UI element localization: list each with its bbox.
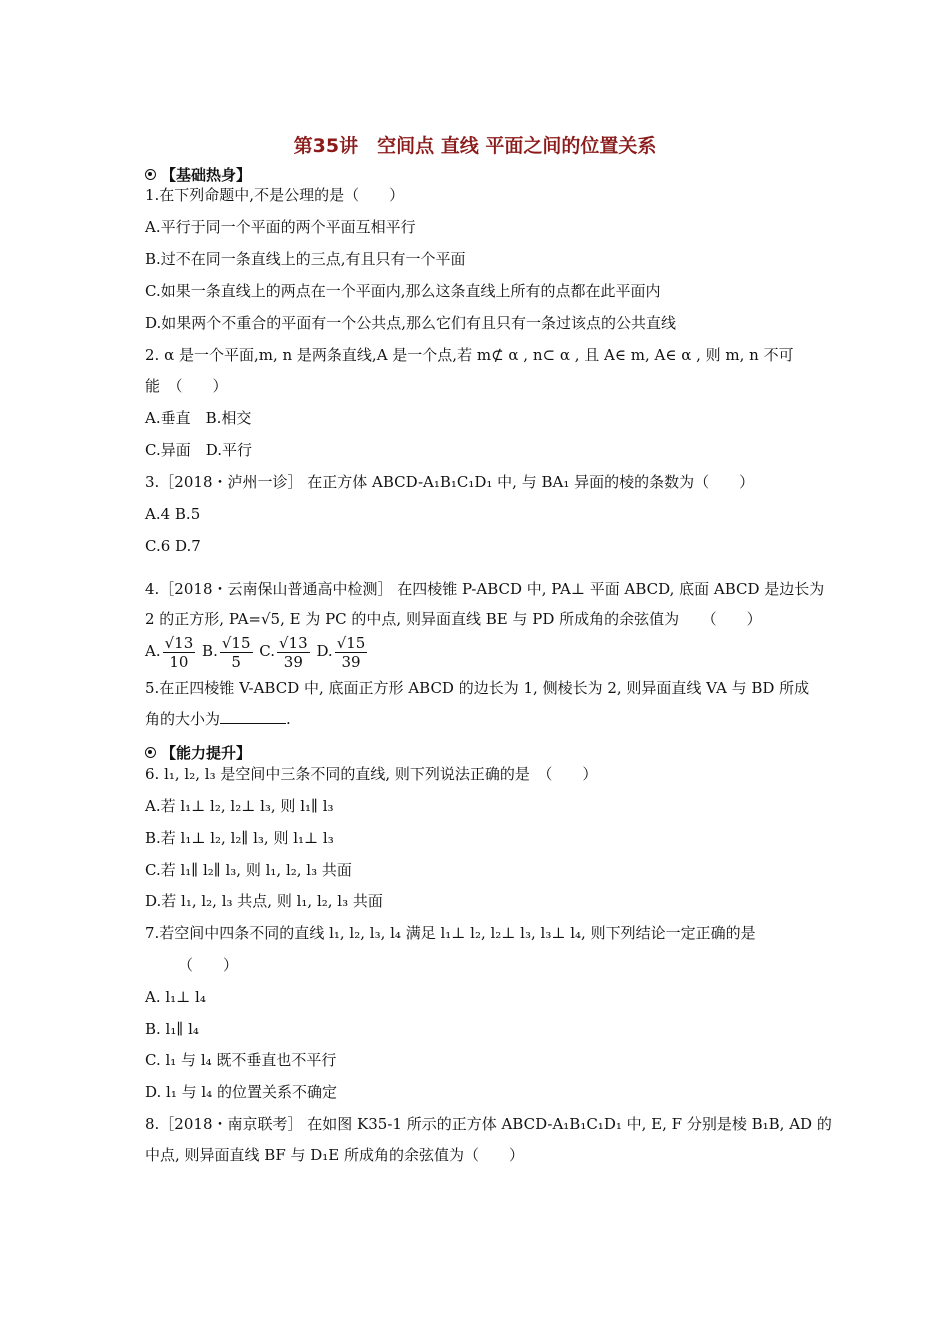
fraction-denominator: 10 [169,652,189,671]
q7-option-c: C. l₁ 与 l₄ 既不垂直也不平行 [145,1051,337,1069]
q3-options-ab: A.4 B.5 [145,505,201,523]
q1-stem: 1.在下列命题中,不是公理的是（ ） [145,186,405,204]
q5-stem-line1: 5.在正四棱锥 V-ABCD 中, 底面正方形 ABCD 的边长为 1, 侧棱长为 2, 则异面直线 VA 与 BD 所成 [145,679,810,697]
q6-option-a: A.若 l₁⊥ l₂, l₂⊥ l₃, 则 l₁∥ l₃ [145,797,334,815]
section-basic [145,164,251,185]
fraction-denominator: 5 [231,652,241,671]
q1-option-d: D.如果两个不重合的平面有一个公共点,那么它们有且只有一条过该点的公共直线 [145,314,677,332]
q4-stem-line1: 4.［2018・云南保山普通高中检测］ 在四棱锥 P-ABCD 中, PA⊥ 平面 ABCD, 底面 ABCD 是边长为 [145,580,825,598]
q4-option-d: D. $\frac{√15}{39}$ [316,633,366,671]
q6-option-d: D.若 l₁, l₂, l₃ 共点, 则 l₁, l₂, l₃ 共面 [145,892,383,910]
q1-option-c: C.如果一条直线上的两点在一个平面内,那么这条直线上所有的点都在此平面内 [145,282,661,300]
q2-stem-line1: 2. α 是一个平面,m, n 是两条直线,A 是一个点,若 m⊄ α , n⊂ α , 且 A∈ m, A∈ α , 则 m, n 不可 [145,346,794,364]
q2-stem-line2: 能 （ ） [145,377,228,395]
q3-options-cd: C.6 D.7 [145,537,201,555]
q8-stem-line2: 中点, 则异面直线 BF 与 D₁E 所成角的余弦值为（ ） [145,1146,525,1164]
q5-stem-line2: 角的大小为 . [145,710,291,728]
q8-stem-line1: 8.［2018・南京联考］ 在如图 K35-1 所示的正方体 ABCD-A₁B₁C₁D₁ 中, E, F 分别是棱 B₁B, AD 的 [145,1115,832,1133]
q2-options-ab: A.垂直 B.相交 [145,409,252,427]
q4-option-c: C. $\frac{√13}{39}$ [259,633,308,671]
q6-stem: 6. l₁, l₂, l₃ 是空间中三条不同的直线, 则下列说法正确的是 （ ） [145,765,598,783]
q6-option-c: C.若 l₁∥ l₂∥ l₃, 则 l₁, l₂, l₃ 共面 [145,861,352,879]
circle-bullet-icon [145,747,156,758]
q4-stem-line2: 2 的正方形, PA=√5, E 为 PC 的中点, 则异面直线 BE 与 PD 所成角的余弦值为 （ ） [145,610,762,628]
q1-option-a: A.平行于同一个平面的两个平面互相平行 [145,218,416,236]
q7-option-a: A. l₁⊥ l₄ [145,988,206,1006]
q4-options [145,631,369,671]
section-basic-label: 【基础热身】 [161,166,252,184]
q7-option-d: D. l₁ 与 l₄ 的位置关系不确定 [145,1083,337,1101]
q2-options-cd: C.异面 D.平行 [145,441,252,459]
circle-bullet-icon [145,169,156,180]
q4-option-b: B. $\frac{√15}{5}$ [202,633,251,671]
answer-blank [220,709,286,724]
fraction-numerator: √13 [164,633,194,652]
q4-option-a: A. $\frac{√13}{10}$ [145,633,194,671]
q7-stem-line1: 7.若空间中四条不同的直线 l₁, l₂, l₃, l₄ 满足 l₁⊥ l₂, l₂⊥ l₃, l₃⊥ l₄, 则下列结论一定正确的是 [145,924,756,942]
q7-stem-line2: （ ） [178,956,239,974]
section-advanced [145,742,251,763]
q7-option-b: B. l₁∥ l₄ [145,1020,199,1038]
fraction-numerator: √15 [221,633,251,652]
q3-stem: 3.［2018・泸州一诊］ 在正方体 ABCD-A₁B₁C₁D₁ 中, 与 BA₁ 异面的棱的条数为（ ） [145,473,755,491]
fraction-denominator: 39 [283,652,303,671]
fraction-numerator: √13 [279,633,308,652]
page-title: 第35讲 空间点 直线 平面之间的位置关系 [293,135,657,157]
fraction-numerator: √15 [336,633,366,652]
q1-option-b: B.过不在同一条直线上的三点,有且只有一个平面 [145,250,466,268]
fraction-denominator: 39 [341,652,361,671]
section-advanced-label: 【能力提升】 [161,744,252,762]
q6-option-b: B.若 l₁⊥ l₂, l₂∥ l₃, 则 l₁⊥ l₃ [145,829,334,847]
